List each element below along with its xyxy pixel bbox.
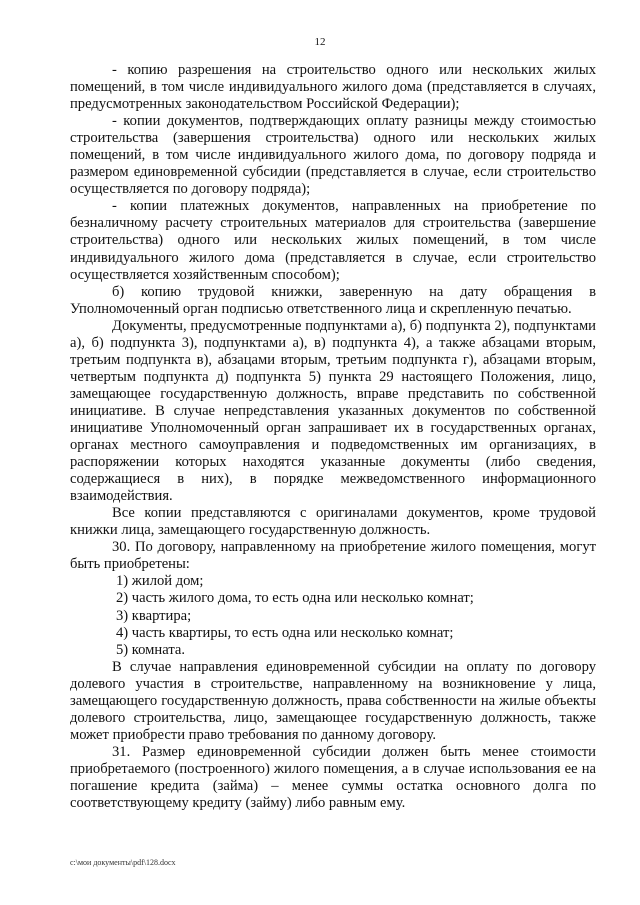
paragraph-clause-31: 31. Размер единовременной субсидии должен быть менее стоимости приобретаемого (построенного) жилого помещения, а в случае использования ее на погашение кредита (займа) – менее суммы остатка основного долга по соответствующему кредиту (займу) либо равным ему. [70,743,596,812]
paragraph-payment-difference: - копии документов, подтверждающих оплату разницы между стоимостью строительства (завершения строительства) одного или нескольких жилых помещений, в том числе индивидуального жилого дома, по договору подряда и размером единовременной субсидии (представляется в случае, если строительство осуществляется по договору подряда); [70,113,596,198]
paragraph-copies-originals: Все копии представляются с оригиналами документов, кроме трудовой книжки лица, замещающего государственную должность. [70,505,596,539]
list-item: 1) жилой дом; [116,573,204,590]
paragraph-shared-construction: В случае направления единовременной субсидии на оплату по договору долевого участия в строительстве, направленному на возникновение у лица, замещающего государственную должность, права собственности на жилые объекты долевого строительства, лицо, замещающее государственную должность, также может приобрести право требования по данному договору. [70,658,596,743]
page-number: 12 [314,36,326,48]
paragraph-clause-30: 30. По договору, направленному на приобретение жилого помещения, могут быть приобретены: [70,539,596,573]
list-item: 4) часть квартиры, то есть одна или несколько комнат; [116,624,454,641]
footer-file-path: c:\мои документы\pdf\128.docx [70,858,176,867]
paragraph-building-permit: - копию разрешения на строительство одного или нескольких жилых помещений, в том числе индивидуального жилого дома (представляется в случаях, предусмотренных законодательством Российской Федерации); [70,62,596,113]
paragraph-documents-initiative: Документы, предусмотренные подпунктами а), б) подпункта 2), подпунктами а), б) подпункта 3), подпунктами а), в) подпункта 4), а также абзацами вторым, третьим подпункта в), абзацами вторым, третьим подпункта г), абзацами вторым, четвертым подпункта д) подпункта 5) пункта 29 настоящего Положения, лицо, замещающее государственную должность, вправе представить по собственной инициативе. В случае непредставления указанных документов по собственной инициативе Уполномоченный орган запрашивает их в государственных органах, органах местного самоуправления и подведомственных им организациях, в распоряжении которых находятся указанные документы (либо сведения, содержащиеся в них), в порядке межведомственного информационного взаимодействия. [70,317,596,505]
document-body [70,62,596,812]
list-item: 5) комната. [116,641,185,658]
list-item: 2) часть жилого дома, то есть одна или несколько комнат; [116,590,474,607]
paragraph-employment-record: б) копию трудовой книжки, заверенную на дату обращения в Уполномоченный орган подписью ответственного лица и скрепленную печатью. [70,283,596,317]
paragraph-payment-documents: - копии платежных документов, направленных на приобретение по безналичному расчету строительных материалов для строительства (завершение строительства) одного или нескольких жилых помещений, в том числе индивидуального жилого дома (представляется в случае, если строительство осуществляется хозяйственным способом); [70,198,596,283]
list-item: 3) квартира; [116,607,192,624]
